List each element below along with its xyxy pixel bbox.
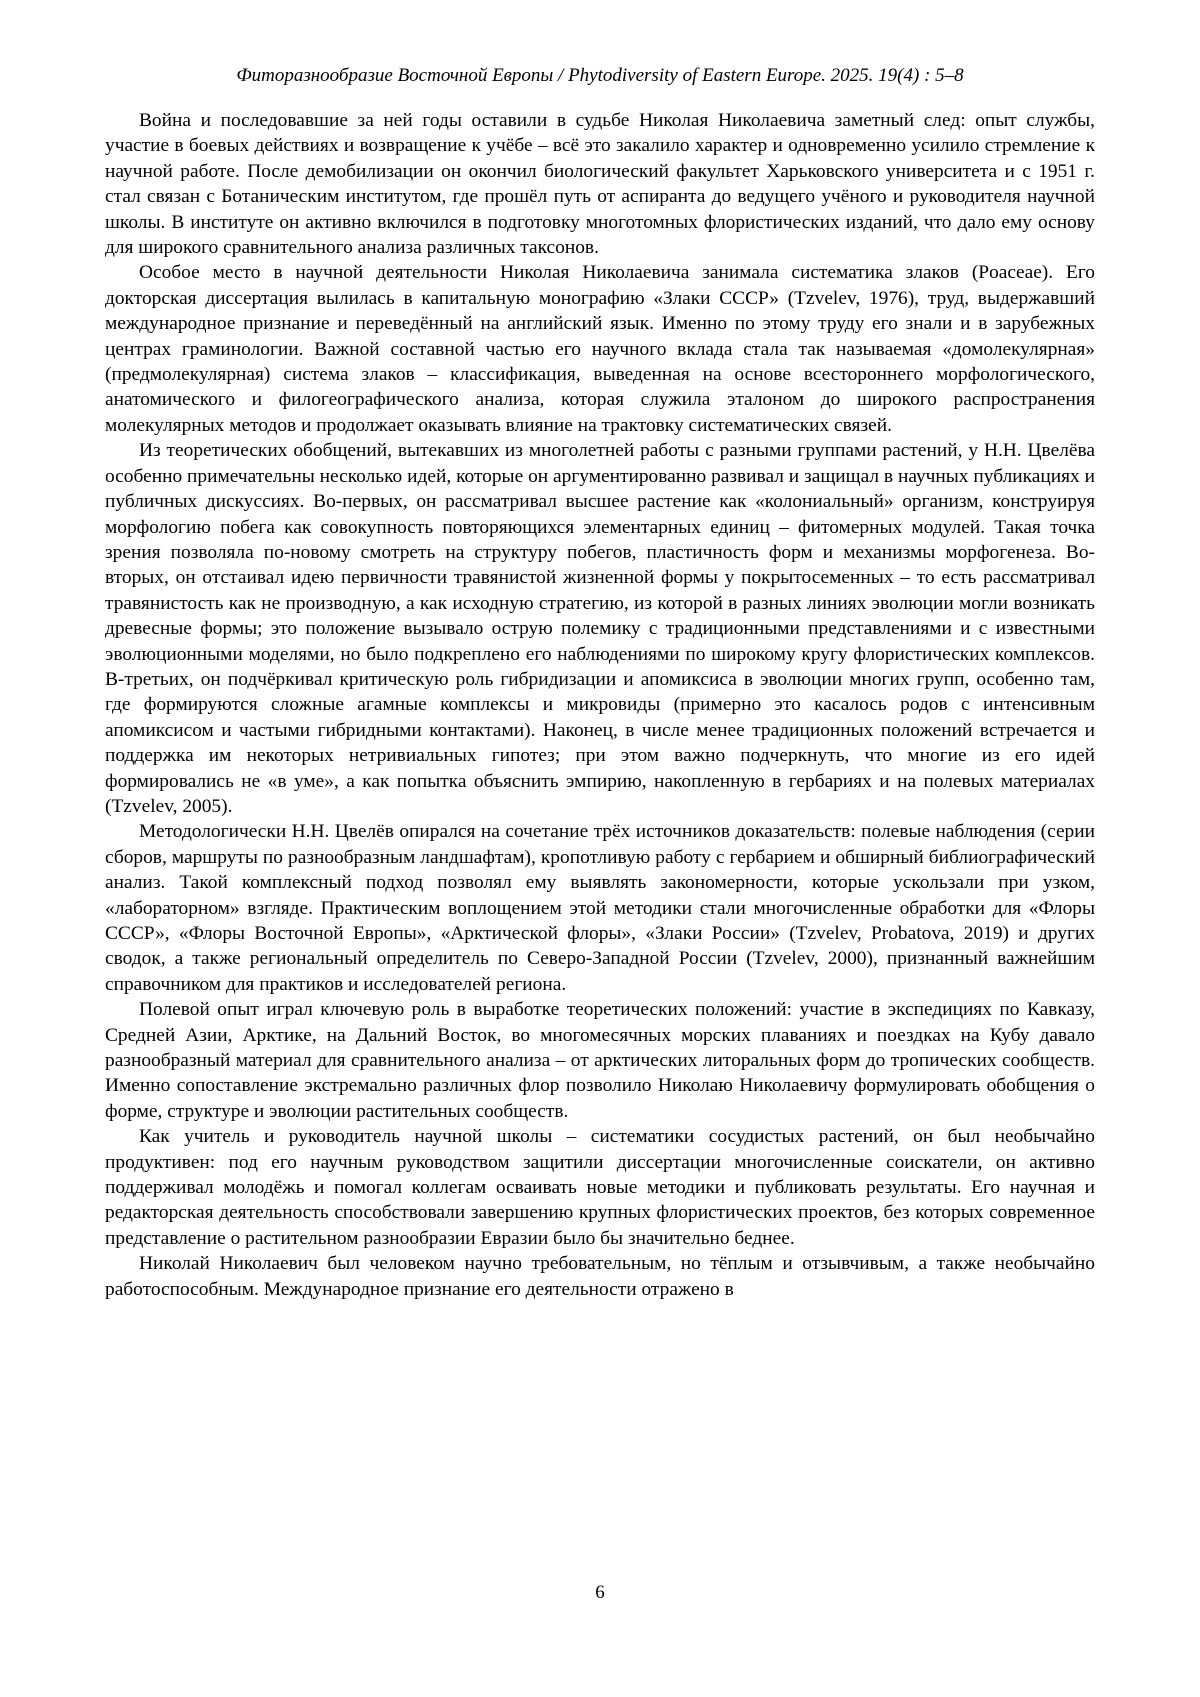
paragraph: Из теоретических обобщений, вытекавших из многолетней работы с разными группами растений, у Н.Н. Цвелёва особенно примечательны несколько идей, которые он аргументированно развивал и защищал в научных публикациях и публичных дискуссиях. Во-первых, он рассматривал высшее растение как «колониальный» организм, конструируя морфологию побега как совокупность повторяющихся элементарных единиц – фитомерных модулей. Такая точка зрения позволяла по-новому смотреть на структуру побегов, пластичность форм и механизмы морфогенеза. Во-вторых, он отстаивал идею первичности травянистой жизненной формы у покрытосеменных – то есть рассматривал травянистость как не производную, а как исходную стратегию, из которой в разных линиях эволюции могли возникать древесные формы; это положение вызывало острую полемику с традиционными представлениями и с известными эволюционными моделями, но было подкреплено его наблюдениями по широкому кругу флористических комплексов. В-третьих, он подчёркивал критическую роль гибридизации и апомиксиса в эволюции многих групп, особенно там, где формируются сложные агамные комплексы и микровиды (примерно это касалось родов с интенсивным апомиксисом и частыми гибридными контактами). Наконец, в числе менее традиционных положений встречается и поддержка им некоторых нетривиальных гипотез; при этом важно подчеркнуть, что многие из его идей формировались не «в уме», а как попытка объяснить эмпирию, накопленную в гербариях и на полевых материалах (Tzvelev, 2005). [105, 440, 1095, 817]
paragraph: Война и последовавшие за ней годы оставили в судьбе Николая Николаевича заметный след: опыт службы, участие в боевых действиях и возвращение к учёбе – всё это закалило характер и одновременно усилило стремление к научной работе. После демобилизации он окончил биологический факультет Харьковского университета и с 1951 г. стал связан с Ботаническим институтом, где прошёл путь от аспиранта до ведущего учёного и руководителя научной школы. В институте он активно включился в подготовку многотомных флористических изданий, что дало ему основу для широкого сравнительного анализа различных таксонов. [105, 110, 1095, 259]
running-head: Фиторазнообразие Восточной Европы / Phytodiversity of Eastern Europe. 2025. 19(4) : 5–8 [236, 65, 964, 86]
article-body [105, 108, 1095, 1302]
paragraph: Методологически Н.Н. Цвелёв опирался на сочетание трёх источников доказательств: полевые наблюдения (серии сборов, маршруты по разнообразным ландшафтам), кропотливую работу с гербарием и обширный библиографический анализ. Такой комплексный подход позволял ему выявлять закономерности, которые ускользали при узком, «лабораторном» взгляде. Практическим воплощением этой методики стали многочисленные обработки для «Флоры СССР», «Флоры Восточной Европы», «Арктической флоры», «Злаки России» (Tzvelev, Probatova, 2019) и других сводок, а также региональный определитель по Северо-Западной России (Tzvelev, 2000), признанный важнейшим справочником для практиков и исследователей региона. [105, 821, 1095, 995]
page-number: 6 [595, 1582, 605, 1603]
paragraph: Особое место в научной деятельности Николая Николаевича занимала систематика злаков (Poaceae). Его докторская диссертация вылилась в капитальную монографию «Злаки СССР» (Tzvelev, 1976), труд, выдержавший международное признание и переведённый на английский язык. Именно по этому труду его знали и в зарубежных центрах граминологии. Важной составной частью его научного вклада стала так называемая «домолекулярная» (предмолекулярная) система злаков – классификация, выведенная на основе всестороннего морфологического, анатомического и филогеографического анализа, которая служила эталоном до широкого распространения молекулярных методов и продолжает оказывать влияние на трактовку систематических связей. [105, 262, 1095, 436]
paragraph: Николай Николаевич был человеком научно требовательным, но тёплым и отзывчивым, а также необычайно работоспособным. Международное признание его деятельности отражено в [105, 1253, 1095, 1300]
paragraph: Полевой опыт играл ключевую роль в выработке теоретических положений: участие в экспедициях по Кавказу, Средней Азии, Арктике, на Дальний Восток, во многомесячных морских плаваниях и поездках на Кубу давало разнообразный материал для сравнительного анализа – от арктических литоральных форм до тропических сообществ. Именно сопоставление экстремально различных флор позволило Николаю Николаевичу формулировать обобщения о форме, структуре и эволюции растительных сообществ. [105, 999, 1095, 1122]
paragraph: Как учитель и руководитель научной школы – систематики сосудистых растений, он был необычайно продуктивен: под его научным руководством защитили диссертации многочисленные соискатели, он активно поддерживал молодёжь и помогал коллегам осваивать новые методики и публиковать результаты. Его научная и редакторская деятельность способствовали завершению крупных флористических проектов, без которых современное представление о растительном разнообразии Евразии было бы значительно беднее. [105, 1126, 1095, 1249]
